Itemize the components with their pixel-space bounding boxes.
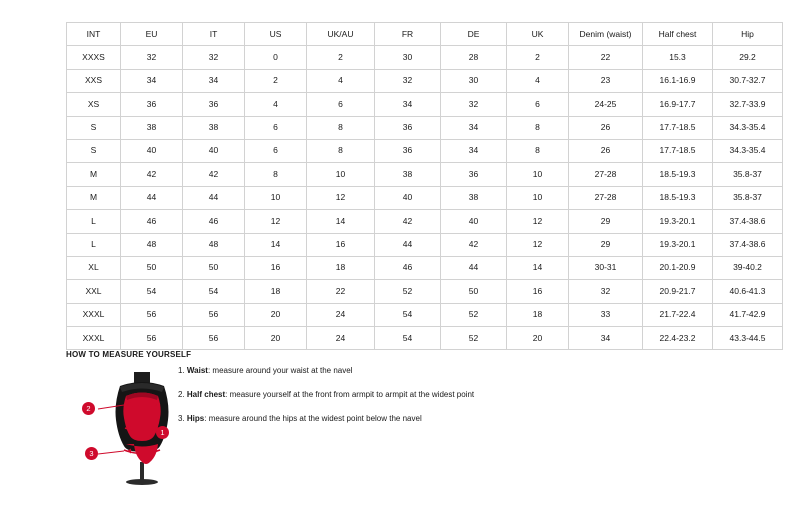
size-chart-table xyxy=(66,22,783,350)
cell: 10 xyxy=(507,163,569,186)
cell: 46 xyxy=(375,256,441,279)
cell: XXS xyxy=(67,69,121,92)
cell: 50 xyxy=(121,256,183,279)
cell: 20.9-21.7 xyxy=(643,280,713,303)
table-row xyxy=(67,256,783,279)
cell: 34 xyxy=(569,327,643,350)
measure-steps-list xyxy=(178,366,738,437)
cell: 34 xyxy=(441,116,507,139)
cell: 40 xyxy=(375,186,441,209)
cell: 17.7-18.5 xyxy=(643,116,713,139)
cell: 54 xyxy=(183,280,245,303)
cell: S xyxy=(67,116,121,139)
cell: 36 xyxy=(441,163,507,186)
cell: 32 xyxy=(375,69,441,92)
cell: 22.4-23.2 xyxy=(643,327,713,350)
cell: 48 xyxy=(183,233,245,256)
cell: 34 xyxy=(121,69,183,92)
cell: 10 xyxy=(507,186,569,209)
table-row xyxy=(67,139,783,162)
table-row xyxy=(67,233,783,256)
cell: 52 xyxy=(441,303,507,326)
cell: 46 xyxy=(183,210,245,233)
cell: 22 xyxy=(307,280,375,303)
cell: M xyxy=(67,163,121,186)
column-header: Denim (waist) xyxy=(569,23,643,46)
cell: 30 xyxy=(375,46,441,69)
cell: 18 xyxy=(507,303,569,326)
cell: 20 xyxy=(245,327,307,350)
cell: 42 xyxy=(183,163,245,186)
column-header: UK/AU xyxy=(307,23,375,46)
cell: 16 xyxy=(307,233,375,256)
cell: 0 xyxy=(245,46,307,69)
cell: 56 xyxy=(183,303,245,326)
cell: 40 xyxy=(183,139,245,162)
column-header: US xyxy=(245,23,307,46)
cell: 52 xyxy=(375,280,441,303)
cell: 12 xyxy=(245,210,307,233)
cell: 44 xyxy=(121,186,183,209)
cell: 29.2 xyxy=(713,46,783,69)
cell: 52 xyxy=(441,327,507,350)
callout-2: 2 xyxy=(82,402,95,415)
cell: 24 xyxy=(307,303,375,326)
cell: 14 xyxy=(307,210,375,233)
cell: 42 xyxy=(441,233,507,256)
column-header: Hip xyxy=(713,23,783,46)
step-term: Hips xyxy=(186,413,205,423)
step-text: : measure around your waist at the navel xyxy=(207,366,353,375)
cell: 34 xyxy=(375,93,441,116)
cell: 6 xyxy=(507,93,569,116)
cell: 6 xyxy=(307,93,375,116)
cell: 21.7-22.4 xyxy=(643,303,713,326)
cell: 17.7-18.5 xyxy=(643,139,713,162)
cell: 56 xyxy=(183,327,245,350)
cell: 32 xyxy=(441,93,507,116)
cell: 18.5-19.3 xyxy=(643,163,713,186)
cell: 16 xyxy=(507,280,569,303)
cell: 34.3-35.4 xyxy=(713,139,783,162)
table-row xyxy=(67,116,783,139)
cell: 46 xyxy=(121,210,183,233)
cell: 40.6-41.3 xyxy=(713,280,783,303)
step-term: Waist xyxy=(186,366,208,375)
cell: 29 xyxy=(569,210,643,233)
cell: 35.8-37 xyxy=(713,163,783,186)
cell: 6 xyxy=(245,116,307,139)
cell: 44 xyxy=(441,256,507,279)
cell: 44 xyxy=(375,233,441,256)
cell: 8 xyxy=(507,139,569,162)
cell: XXXL xyxy=(67,327,121,350)
cell: 22 xyxy=(569,46,643,69)
cell: 34 xyxy=(183,69,245,92)
step-text: : measure yourself at the front from armpit to armpit at the widest point xyxy=(225,389,475,399)
cell: 56 xyxy=(121,327,183,350)
cell: 36 xyxy=(121,93,183,116)
cell: 41.7-42.9 xyxy=(713,303,783,326)
cell: 14 xyxy=(245,233,307,256)
cell: 26 xyxy=(569,139,643,162)
cell: 35.8-37 xyxy=(713,186,783,209)
cell: XS xyxy=(67,93,121,116)
table-row xyxy=(67,93,783,116)
cell: 50 xyxy=(183,256,245,279)
cell: 30 xyxy=(441,69,507,92)
cell: 32 xyxy=(569,280,643,303)
cell: 48 xyxy=(121,233,183,256)
table-header-row xyxy=(67,23,783,46)
cell: 54 xyxy=(375,303,441,326)
cell: 4 xyxy=(507,69,569,92)
cell: 39-40.2 xyxy=(713,256,783,279)
list-item xyxy=(178,414,738,425)
cell: 42 xyxy=(121,163,183,186)
cell: 28 xyxy=(441,46,507,69)
cell: 18.5-19.3 xyxy=(643,186,713,209)
column-header: UK xyxy=(507,23,569,46)
column-header: FR xyxy=(375,23,441,46)
callout-3: 3 xyxy=(85,447,98,460)
cell: 37.4-38.6 xyxy=(713,210,783,233)
cell: 54 xyxy=(375,327,441,350)
cell: 8 xyxy=(245,163,307,186)
cell: L xyxy=(67,210,121,233)
cell: 15.3 xyxy=(643,46,713,69)
cell: 43.3-44.5 xyxy=(713,327,783,350)
cell: 26 xyxy=(569,116,643,139)
table-row xyxy=(67,46,783,69)
step-number: 2. xyxy=(178,389,185,399)
cell: 2 xyxy=(307,46,375,69)
cell: S xyxy=(67,139,121,162)
cell: 38 xyxy=(121,116,183,139)
cell: 19.3-20.1 xyxy=(643,210,713,233)
cell: 12 xyxy=(507,210,569,233)
cell: 32.7-33.9 xyxy=(713,93,783,116)
cell: 50 xyxy=(441,280,507,303)
cell: 29 xyxy=(569,233,643,256)
cell: 14 xyxy=(507,256,569,279)
cell: 8 xyxy=(307,116,375,139)
cell: 56 xyxy=(121,303,183,326)
cell: 2 xyxy=(245,69,307,92)
table-row xyxy=(67,69,783,92)
cell: 20 xyxy=(507,327,569,350)
cell: 42 xyxy=(375,210,441,233)
cell: 16.1-16.9 xyxy=(643,69,713,92)
cell: 10 xyxy=(307,163,375,186)
cell: 8 xyxy=(507,116,569,139)
cell: 30.7-32.7 xyxy=(713,69,783,92)
cell: 30-31 xyxy=(569,256,643,279)
step-number: 1. xyxy=(178,366,185,375)
table-row xyxy=(67,303,783,326)
cell: XXXL xyxy=(67,303,121,326)
cell: XXL xyxy=(67,280,121,303)
cell: 6 xyxy=(245,139,307,162)
cell: 16 xyxy=(245,256,307,279)
cell: 24 xyxy=(307,327,375,350)
step-term: Half chest xyxy=(186,389,226,399)
column-header: IT xyxy=(183,23,245,46)
cell: 4 xyxy=(245,93,307,116)
table-row xyxy=(67,186,783,209)
cell: XL xyxy=(67,256,121,279)
column-header: EU xyxy=(121,23,183,46)
cell: 27-28 xyxy=(569,163,643,186)
step-text: : measure around the hips at the widest point below the navel xyxy=(204,413,422,423)
cell: 27-28 xyxy=(569,186,643,209)
table-row xyxy=(67,210,783,233)
cell: 44 xyxy=(183,186,245,209)
cell: 38 xyxy=(183,116,245,139)
cell: 16.9-17.7 xyxy=(643,93,713,116)
cell: 12 xyxy=(307,186,375,209)
cell: 19.3-20.1 xyxy=(643,233,713,256)
cell: M xyxy=(67,186,121,209)
list-item xyxy=(178,390,738,401)
column-header: Half chest xyxy=(643,23,713,46)
cell: 36 xyxy=(375,139,441,162)
cell: 18 xyxy=(307,256,375,279)
column-header: INT xyxy=(67,23,121,46)
size-chart-container xyxy=(66,22,766,350)
cell: 20 xyxy=(245,303,307,326)
cell: 12 xyxy=(507,233,569,256)
cell: 10 xyxy=(245,186,307,209)
cell: 32 xyxy=(121,46,183,69)
table-row xyxy=(67,163,783,186)
cell: 32 xyxy=(183,46,245,69)
cell: 34.3-35.4 xyxy=(713,116,783,139)
cell: 40 xyxy=(121,139,183,162)
cell: XXXS xyxy=(67,46,121,69)
cell: 33 xyxy=(569,303,643,326)
cell: 36 xyxy=(375,116,441,139)
cell: 37.4-38.6 xyxy=(713,233,783,256)
how-to-measure-heading: HOW TO MEASURE YOURSELF xyxy=(66,350,192,359)
cell: 4 xyxy=(307,69,375,92)
cell: L xyxy=(67,233,121,256)
table-row xyxy=(67,327,783,350)
list-item xyxy=(178,366,738,377)
step-number: 3. xyxy=(178,413,185,423)
cell: 23 xyxy=(569,69,643,92)
cell: 40 xyxy=(441,210,507,233)
cell: 34 xyxy=(441,139,507,162)
cell: 38 xyxy=(441,186,507,209)
cell: 36 xyxy=(183,93,245,116)
cell: 54 xyxy=(121,280,183,303)
callout-1: 1 xyxy=(156,426,169,439)
cell: 24-25 xyxy=(569,93,643,116)
cell: 38 xyxy=(375,163,441,186)
cell: 18 xyxy=(245,280,307,303)
cell: 2 xyxy=(507,46,569,69)
cell: 8 xyxy=(307,139,375,162)
cell: 20.1-20.9 xyxy=(643,256,713,279)
column-header: DE xyxy=(441,23,507,46)
table-row xyxy=(67,280,783,303)
